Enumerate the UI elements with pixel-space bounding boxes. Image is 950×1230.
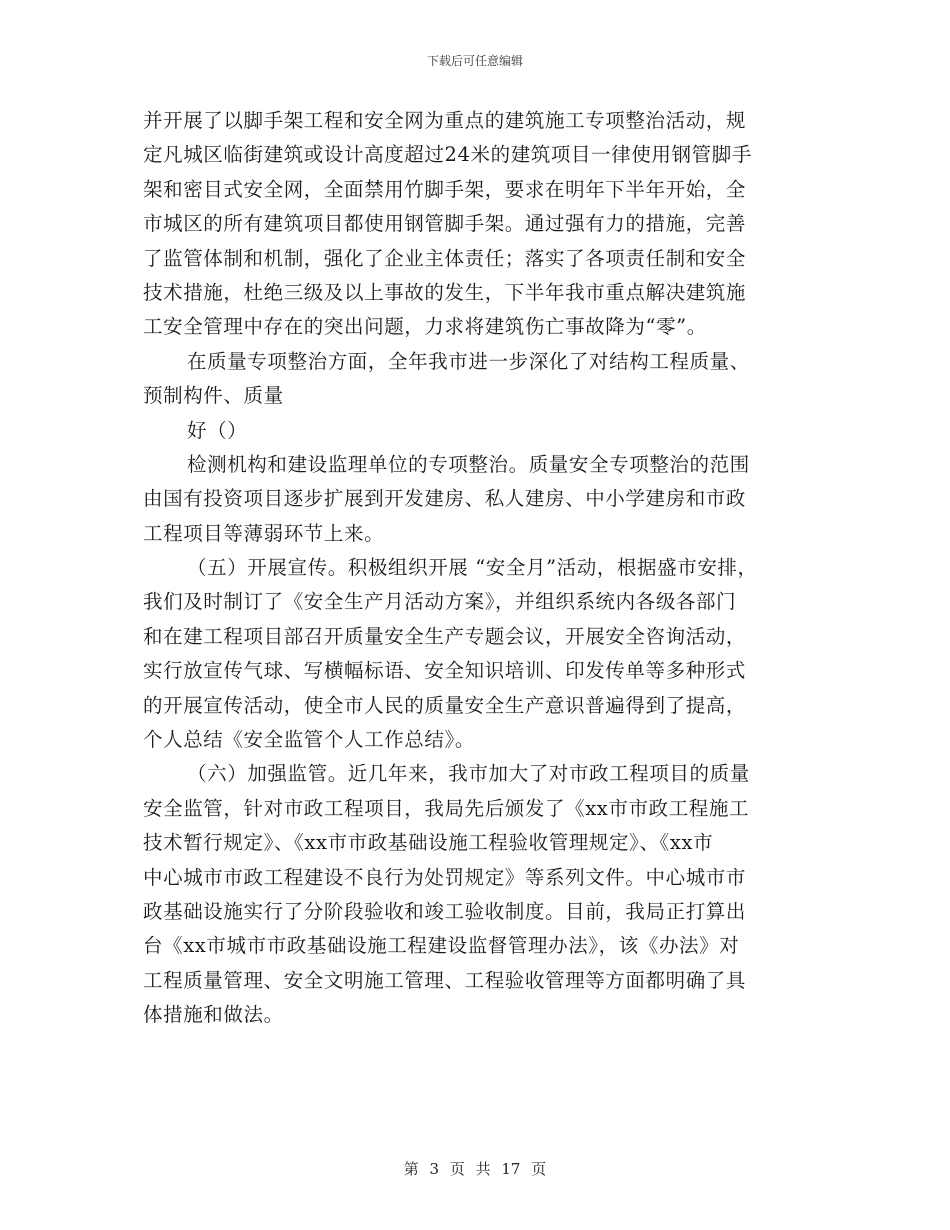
text-line: 由国有投资项目逐步扩展到开发建房、私人建房、中小学建房和市政 (143, 487, 747, 511)
text-line: 定凡城区临街建筑或设计高度超过24米的建筑项目一律使用钢管脚手 (143, 143, 752, 167)
text-line: 政基础设施实行了分阶段验收和竣工验收制度。目前，我局正打算出 (143, 899, 747, 923)
text-line: 的开展宣传活动，使全市人民的质量安全生产意识普遍得到了提高， (143, 693, 747, 717)
text-line: 预制构件、质量 (143, 384, 284, 408)
document-body (143, 104, 823, 1033)
text-line: 并开展了以脚手架工程和安全网为重点的建筑施工专项整治活动，规 (143, 109, 747, 132)
text-line: 实行放宣传气球、写横幅标语、安全知识培训、印发传单等多种形式 (143, 659, 747, 683)
text-line: 和在建工程项目部召开质量安全生产专题会议，开展安全咨询活动， (143, 624, 747, 648)
text-line: 中心城市市政工程建设不良行为处罚规定》等系列文件。中心城市市 (143, 865, 747, 889)
text-line: 体措施和做法。 (143, 1003, 284, 1027)
text-line: 个人总结《安全监管个人工作总结》。 (143, 728, 475, 752)
text-line: 市城区的所有建筑项目都使用钢管脚手架。通过强有力的措施，完善 (143, 212, 747, 236)
text-line: 工程质量管理、安全文明施工管理、工程验收管理等方面都明确了具 (143, 968, 747, 992)
text-line: 技术措施，杜绝三级及以上事故的发生，下半年我市重点解决建筑施 (143, 280, 747, 304)
text-line: 安全监管，针对市政工程项目，我局先后颁发了《xx市市政工程施工 (143, 796, 750, 820)
text-line: 工程项目等薄弱环节上来。 (143, 521, 385, 545)
text-line: （五）开展宣传。积极组织开展 “安全月”活动，根据盛市安排， (187, 556, 758, 580)
text-line: 我们及时制订了《安全生产月活动方案》，并组织系统内各级各部门 (143, 590, 737, 614)
text-line: 检测机构和建设监理单位的专项整治。质量安全专项整治的范围 (187, 452, 750, 476)
text-line: 好（） (187, 418, 248, 442)
text-line: （六）加强监管。近几年来，我市加大了对市政工程项目的质量 (187, 762, 750, 786)
text-line: 技术暂行规定》、《xx市市政基础设施工程验收管理规定》、《xx市 (143, 831, 714, 855)
text-line: 了监管体制和机制，强化了企业主体责任；落实了各项责任制和安全 (143, 246, 747, 270)
text-line: 台《xx市城市市政基础设施工程建设监督管理办法》，该《办法》对 (143, 934, 740, 958)
text-line: 工安全管理中存在的突出问题，力求将建筑伤亡事故降为“零”。 (143, 315, 707, 339)
text-line: 在质量专项整治方面，全年我市进一步深化了对结构工程质量、 (187, 349, 750, 373)
page-footer: 第 3 页 共 17 页 (403, 1160, 547, 1178)
page-header: 下载后可任意编辑 (426, 54, 523, 68)
text-line: 架和密目式安全网，全面禁用竹脚手架，要求在明年下半年开始，全 (143, 177, 747, 201)
